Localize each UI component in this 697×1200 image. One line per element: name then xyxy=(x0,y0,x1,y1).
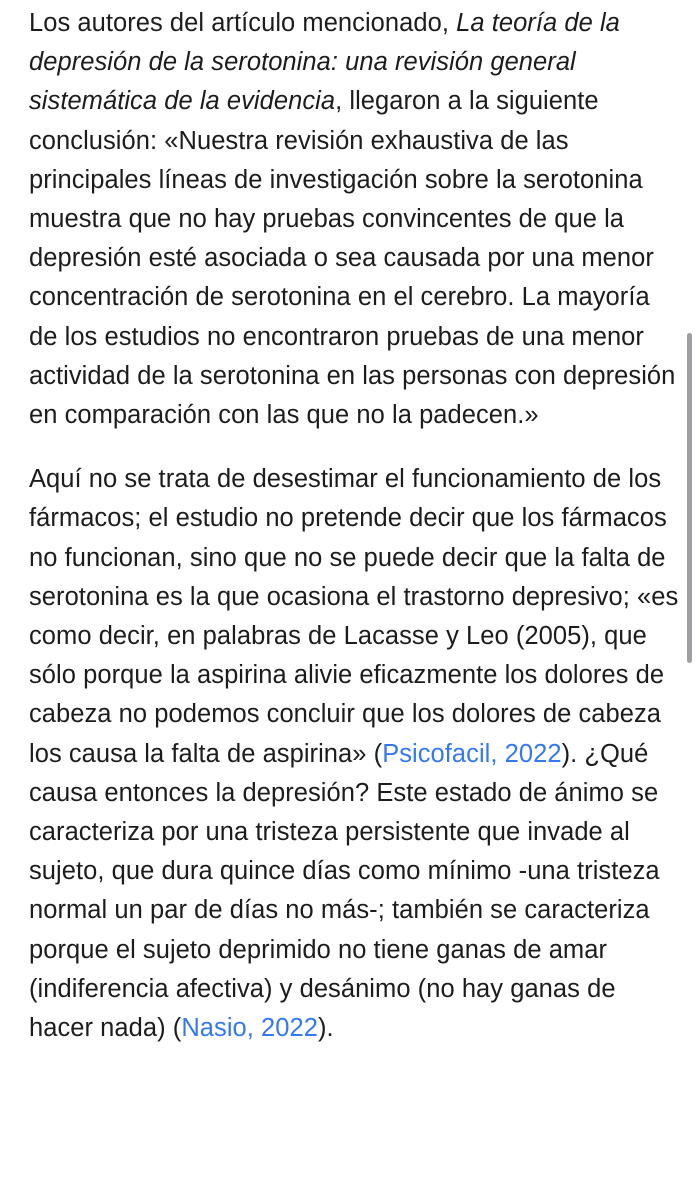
article-title: La teoría de la depresión de la serotonina: una revisión general sistemática de la evidencia xyxy=(29,9,620,116)
paragraph-intro-text: Los autores del artículo mencionado, xyxy=(29,9,457,37)
paragraph-conclusion xyxy=(29,0,679,435)
discussion-text-b: ). ¿Qué causa entonces la depresión? Este estado de ánimo se caracteriza por una tristeza persistente que invade al sujeto, que dura quince días como mínimo -una tristeza normal un par de días no más-; también se caracteriza porque el sujeto deprimido no tiene ganas de amar (indiferencia afectiva) y desánimo (no hay ganas de hacer nada) ( xyxy=(29,739,660,1043)
paragraph-discussion xyxy=(29,460,679,1048)
vertical-scrollbar[interactable] xyxy=(687,333,692,663)
article-body xyxy=(29,0,679,1048)
citation-link-psicofacil[interactable]: Psicofacil, 2022 xyxy=(382,739,562,768)
quoted-conclusion-text: , llegaron a la siguiente conclusión: «Nuestra revisión exhaustiva de las principales líneas de investigación sobre la serotonina muestra que no hay pruebas convincentes de que la depresión esté asociada o sea causada por una menor concentración de serotonina en el cerebro. La mayoría de los estudios no encontraron pruebas de una menor actividad de la serotonina en las personas con depresión en comparación con las que no la padecen.» xyxy=(29,87,676,430)
citation-link-nasio[interactable]: Nasio, 2022 xyxy=(181,1014,318,1043)
discussion-text-a: Aquí no se trata de desestimar el funcionamiento de los fármacos; el estudio no pretende decir que los fármacos no funcionan, sino que no se puede decir que la falta de serotonina es la que ocasiona el trastorno depresivo; «es como decir, en palabras de Lacasse y Leo (2005), que sólo porque la aspirina alivie eficazmente los dolores de cabeza no podemos concluir que los dolores de cabeza los causa la falta de aspirina» ( xyxy=(29,465,679,768)
discussion-text-c: ). xyxy=(317,1014,334,1043)
